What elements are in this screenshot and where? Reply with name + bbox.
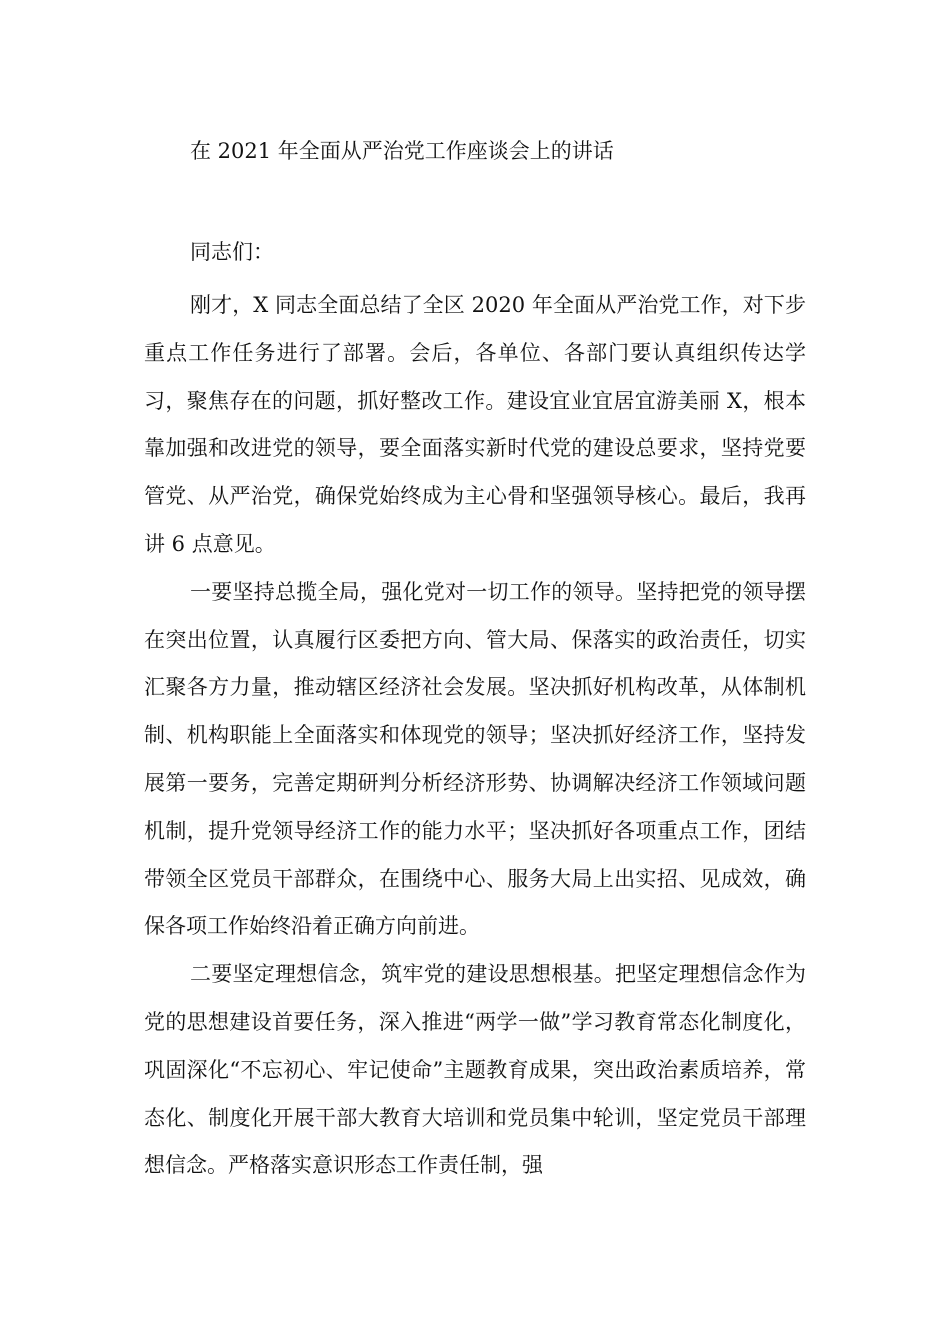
paragraph-opening: 刚才，X 同志全面总结了全区 2020 年全面从严治党工作，对下步重点工作任务进行了部署。会后，各单位、各部门要认真组织传达学习，聚焦存在的问题，抓好整改工作。建设宜业宜居宜游美丽 X，根本靠加强和改进党的领导，要全面落实新时代党的建设总要求，坚持党要管党、从严治党，确保党始终成为主心骨和坚强领导核心。最后，我再讲 6 点意见。 xyxy=(144,293,806,556)
document-title: 在 2021 年全面从严治党工作座谈会上的讲话 xyxy=(190,139,614,163)
salutation: 同志们： xyxy=(190,240,274,264)
document-body xyxy=(144,282,806,1190)
paragraph-point-one: 一要坚持总揽全局，强化党对一切工作的领导。坚持把党的领导摆在突出位置，认真履行区委把方向、管大局、保落实的政治责任，切实汇聚各方力量，推动辖区经济社会发展。坚决抓好机构改革，从体制机制、机构职能上全面落实和体现党的领导；坚决抓好经济工作，坚持发展第一要务，完善定期研判分析经济形势、协调解决经济工作领域问题机制，提升党领导经济工作的能力水平；坚决抓好各项重点工作，团结带领全区党员干部群众，在围绕中心、服务大局上出实招、见成效，确保各项工作始终沿着正确方向前进。 xyxy=(144,579,806,939)
paragraph-point-two: 二要坚定理想信念，筑牢党的建设思想根基。把坚定理想信念作为党的思想建设首要任务，深入推进“两学一做”学习教育常态化制度化，巩固深化“不忘初心、牢记使命”主题教育成果，突出政治素质培养，常态化、制度化开展干部大教育大培训和党员集中轮训，坚定党员干部理想信念。严格落实意识形态工作责任制，强 xyxy=(144,962,806,1178)
